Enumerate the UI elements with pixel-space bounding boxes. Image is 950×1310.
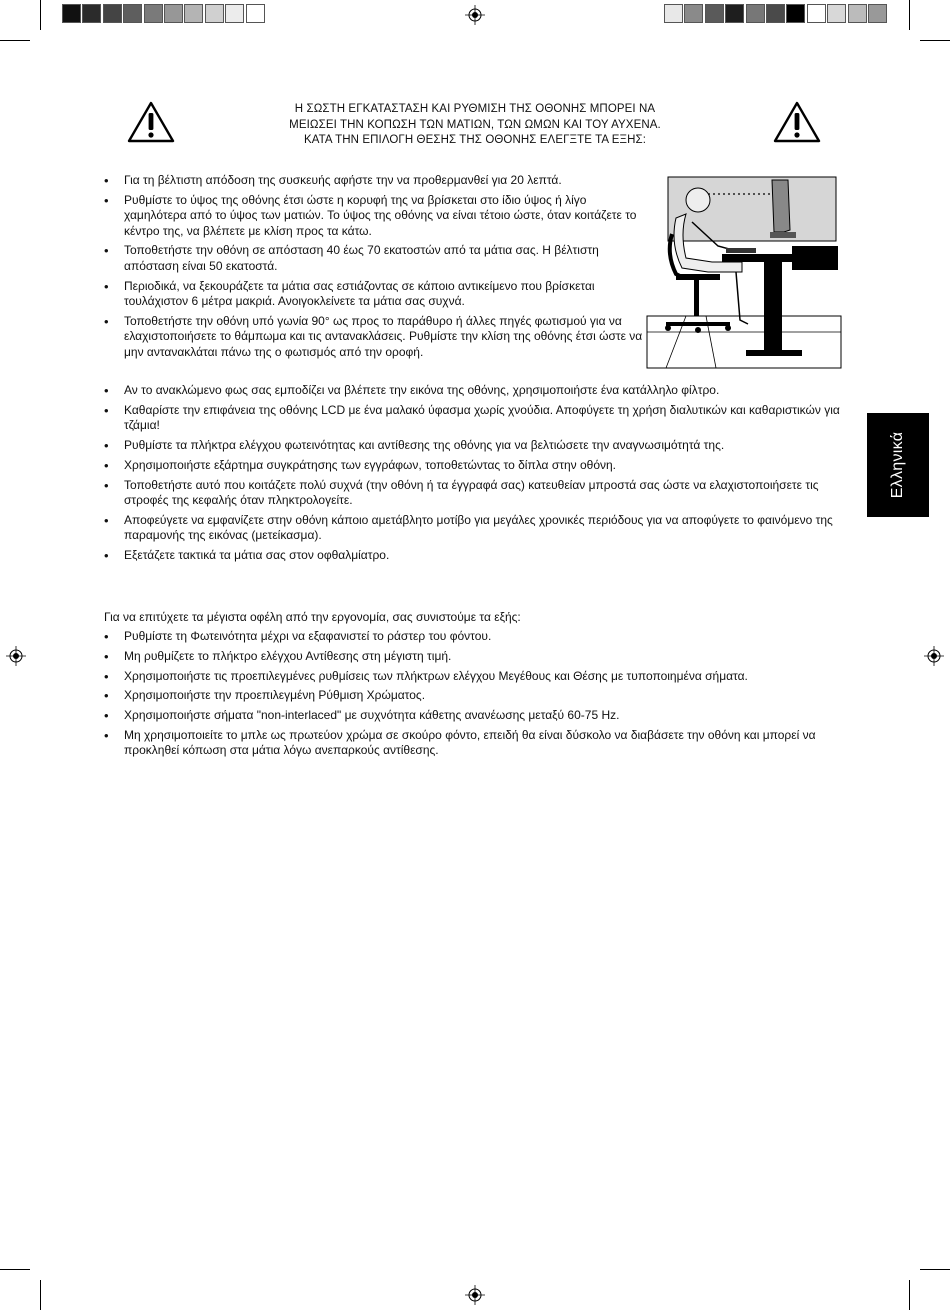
crop-mark xyxy=(909,0,910,30)
list-item: • Καθαρίστε την επιφάνεια της οθόνης LCD με ένα μαλακό ύφασμα χωρίς χνούδια. Αποφύγετε τη χρήση διαλυτικών και καθαριστικών για τζάμια! xyxy=(104,403,840,434)
list-item: • Χρησιμοποιήστε τις προεπιλεγμένες ρυθμίσεις των πλήκτρων ελέγχου Μεγέθους και Θέσης με τυποποιημένα σήματα. xyxy=(104,669,840,684)
color-swatch xyxy=(807,4,826,23)
crop-mark xyxy=(40,0,41,30)
color-swatch xyxy=(705,4,724,23)
warning-heading xyxy=(230,102,720,149)
language-tab-label: Ελληνικά xyxy=(889,431,906,499)
color-swatch xyxy=(103,4,122,23)
crop-mark xyxy=(920,40,950,41)
color-swatch xyxy=(246,4,265,23)
color-swatch xyxy=(123,4,142,23)
color-swatch xyxy=(684,4,703,23)
color-swatch xyxy=(164,4,183,23)
list-item: • Ρυθμίστε τα πλήκτρα ελέγχου φωτεινότητας και αντίθεσης της οθόνης για να βελτιώσετε την αναγνωσιμότητά της. xyxy=(104,438,840,453)
registration-mark-icon xyxy=(465,5,485,25)
list-item: • Τοποθετήστε την οθόνη υπό γωνία 90° ως προς το παράθυρο ή άλλες πηγές φωτισμού για να ελαχιστοποιήσετε το θάμπωμα και τις αντανακλάσεις. Ρυθμίστε την κλίση της οθόνης έτσι ώστε να μην αντανακλάται πάνω της ο φωτισμός από την οροφή. xyxy=(104,314,644,360)
crop-mark xyxy=(0,40,30,41)
color-swatch xyxy=(848,4,867,23)
color-swatch xyxy=(868,4,887,23)
crop-mark xyxy=(0,1269,30,1270)
warning-triangle-icon xyxy=(127,101,175,143)
list-item: • Εξετάζετε τακτικά τα μάτια σας στον οφθαλμίατρο. xyxy=(104,548,840,563)
section-intro: Για να επιτύχετε τα μέγιστα οφέλη από την εργονομία, σας συνιστούμε τα εξής: xyxy=(104,610,521,624)
color-swatch xyxy=(746,4,765,23)
color-swatch xyxy=(225,4,244,23)
registration-mark-icon xyxy=(465,1285,485,1305)
list-item: • Χρησιμοποιήστε την προεπιλεγμένη Ρύθμιση Χρώματος. xyxy=(104,688,840,703)
color-swatch xyxy=(144,4,163,23)
color-swatch xyxy=(62,4,81,23)
color-swatch xyxy=(184,4,203,23)
list-item: • Μη χρησιμοποιείτε το μπλε ως πρωτεύον χρώμα σε σκούρο φόντο, επειδή θα είναι δύσκολο να διαβάσετε την οθόνη και μπορεί να προκληθεί κόπωση στα μάτια λόγω ανεπαρκούς αντίθεσης. xyxy=(104,728,840,759)
list-item: • Για τη βέλτιστη απόδοση της συσκευής αφήστε την να προθερμανθεί για 20 λεπτά. xyxy=(104,173,644,188)
color-swatch xyxy=(82,4,101,23)
crop-mark xyxy=(909,1280,910,1310)
ergonomic-tips-list-continued xyxy=(104,383,840,568)
list-item: • Τοποθετήστε αυτό που κοιτάζετε πολύ συχνά (την οθόνη ή τα έγγραφά σας) κατευθείαν μπροστά σας ώστε να ελαχιστοποιήσετε τις στροφές της κεφαλής όταν πληκτρολογείτε. xyxy=(104,478,840,509)
list-item: • Περιοδικά, να ξεκουράζετε τα μάτια σας εστιάζοντας σε κάποιο αντικείμενο που βρίσκεται τουλάχιστον 6 μέτρα μακριά. Ανοιγοκλείνετε τα μάτια σας συχνά. xyxy=(104,279,644,310)
color-swatch xyxy=(205,4,224,23)
language-tab xyxy=(867,413,929,517)
color-swatch xyxy=(725,4,744,23)
list-item: • Τοποθετήστε την οθόνη σε απόσταση 40 έως 70 εκατοστών από τα μάτια σας. Η βέλτιστη απόσταση είναι 50 εκατοστά. xyxy=(104,243,644,274)
list-item: • Αν το ανακλώμενο φως σας εμποδίζει να βλέπετε την εικόνα της οθόνης, χρησιμοποιήστε ένα κατάλληλο φίλτρο. xyxy=(104,383,840,398)
list-item: • Αποφεύγετε να εμφανίζετε στην οθόνη κάποιο αμετάβλητο μοτίβο για μεγάλες χρονικές περιόδους για να αποφύγετε το φαινόμενο της παραμονής της εικόνας (μετείκασμα). xyxy=(104,513,840,544)
ergonomic-tips-list xyxy=(104,173,644,364)
crop-mark xyxy=(40,1280,41,1310)
color-swatch xyxy=(786,4,805,23)
warning-line: ΚΑΤΑ ΤΗΝ ΕΠΙΛΟΓΗ ΘΕΣΗΣ ΤΗΣ ΟΘΟΝΗΣ ΕΛΕΓΞΤΕ ΤΑ ΕΞΗΣ: xyxy=(303,134,647,146)
warning-line: ΜΕΙΩΣΕΙ ΤΗΝ ΚΟΠΩΣΗ ΤΩΝ ΜΑΤΙΩΝ, ΤΩΝ ΩΜΩΝ ΚΑΙ ΤΟΥ ΑΥΧΕΝΑ. xyxy=(289,118,661,131)
registration-mark-icon xyxy=(924,646,944,666)
list-item: • Ρυθμίστε το ύψος της οθόνης έτσι ώστε η κορυφή της να βρίσκεται στο ίδιο ύψος ή λίγο χαμηλότερα από το ύψος των ματιών. Το ύψος της οθόνης να είναι τέτοιο ώστε, όταν κοιτάζετε το κέντρο της, να βλέπετε με κλίση προς τα κάτω. xyxy=(104,193,644,239)
color-swatch xyxy=(766,4,785,23)
ergonomic-workstation-illustration xyxy=(646,174,842,370)
color-swatch xyxy=(664,4,683,23)
list-item: • Μη ρυθμίζετε το πλήκτρο ελέγχου Αντίθεσης στη μέγιστη τιμή. xyxy=(104,649,840,664)
warning-line: Η ΣΩΣΤΗ ΕΓΚΑΤΑΣΤΑΣΗ ΚΑΙ ΡΥΘΜΙΣΗ ΤΗΣ ΟΘΟΝΗΣ ΜΠΟΡΕΙ ΝΑ xyxy=(294,103,656,115)
list-item: • Χρησιμοποιήστε εξάρτημα συγκράτησης των εγγράφων, τοποθετώντας το δίπλα στην οθόνη. xyxy=(104,458,840,473)
crop-mark xyxy=(920,1269,950,1270)
color-swatch xyxy=(827,4,846,23)
display-settings-list xyxy=(104,629,840,763)
registration-mark-icon xyxy=(6,646,26,666)
list-item: • Χρησιμοποιήστε σήματα "non-interlaced" με συχνότητα κάθετης ανανέωσης μεταξύ 60-75 Hz. xyxy=(104,708,840,723)
list-item: • Ρυθμίστε τη Φωτεινότητα μέχρι να εξαφανιστεί το ράστερ του φόντου. xyxy=(104,629,840,644)
warning-triangle-icon xyxy=(773,101,821,143)
